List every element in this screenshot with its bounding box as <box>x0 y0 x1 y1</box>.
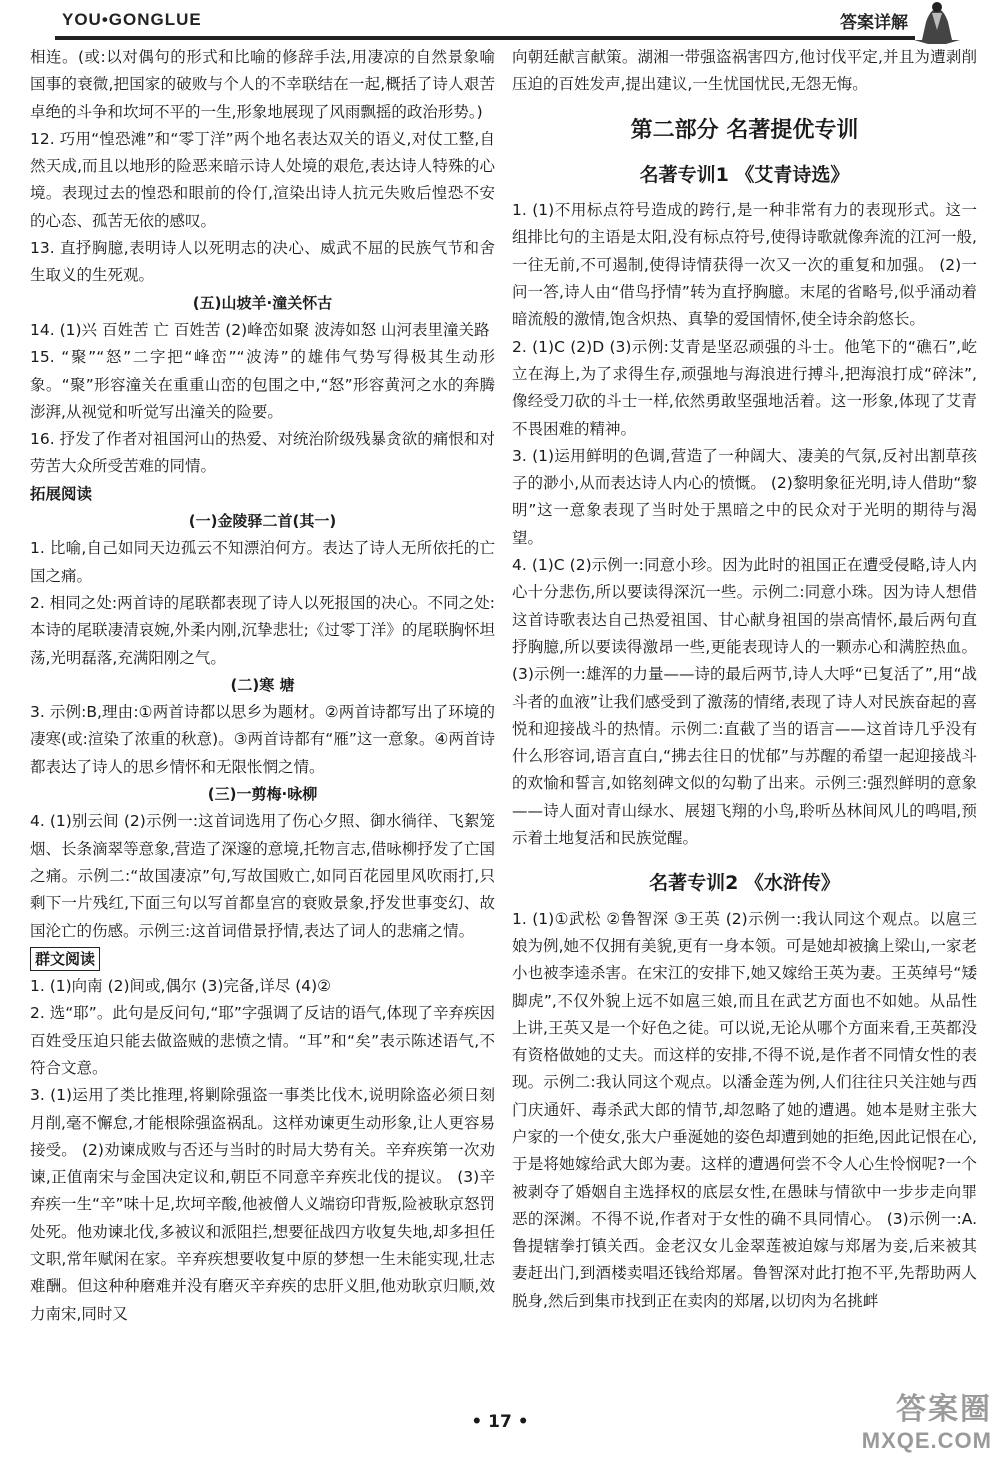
header-rule <box>55 36 915 40</box>
subsection-heading: (二)寒 塘 <box>230 675 295 694</box>
subsection-heading: (一)金陵驿二首(其一) <box>188 512 337 531</box>
answer-paragraph: 3. 示例:B,理由:①两首诗都以思乡为题材。②两首诗都写出了环境的凄寒(或:渲染了浓重的秋意)。③两首诗都有“雁”这一意象。④两首诗都表达了诗人的思乡情怀和无限怅惘之情。 <box>30 703 495 776</box>
watermark <box>862 1384 992 1454</box>
answer-paragraph: 15. “聚”“怒”二字把“峰峦”“波涛”的雄伟气势写得极其生动形象。“聚”形容潼关在重重山峦的包围之中,“怒”形容黄河之水的奔腾澎湃,从视觉和听觉写出潼关的险要。 <box>30 348 495 421</box>
answer-paragraph: 16. 抒发了作者对祖国河山的热爱、对统治阶级残暴贪欲的痛恨和对劳苦大众所受苦难的同情。 <box>30 430 495 476</box>
answer-paragraph: 13. 直抒胸臆,表明诗人以死明志的决心、威武不屈的民族气节和舍生取义的生死观。 <box>30 239 495 285</box>
part-heading: 第二部分 名著提优专训 <box>630 117 859 143</box>
answer-paragraph: 3. (1)运用鲜明的色调,营造了一种阔大、凄美的气氛,反衬出割草孩子的渺小,从而表达诗人内心的愤慨。 (2)黎明象征光明,诗人借助“黎明”这一意象表现了当时处于黑暗之中的民众对于光明的期待与渴望。 <box>512 446 977 547</box>
answer-paragraph: 2. (1)C (2)D (3)示例:艾青是坚忍顽强的斗士。他笔下的“礁石”,屹立在海上,为了求得生存,顽强地与海浪进行搏斗,把海浪打成“碎沫”,像经受刀砍的斗士一样,依然勇敢坚强地活着。这一形象,体现了艾青不畏困难的精神。 <box>512 337 977 438</box>
boxed-heading-row <box>30 945 495 973</box>
spacer <box>512 99 977 117</box>
answer-paragraph: 3. (1)运用了类比推理,将剿除强盗一事类比伐木,说明除盗必须日刻月削,毫不懈怠,才能根除强盗祸乱。这样劝谏更生动形象,让人更容易接受。 (2)劝谏成败与否还与当时的时局大势有关。辛弃疾第一次劝谏,正值南宋与金国决定议和,朝臣不同意辛弃疾北伐的提议。 (3)辛弃疾一生“辛”味十足,坎坷辛酸,他被僧人义端窃印背叛,险被耿京怒罚处死。他劝谏北伐,多被议和派阻拦,想要征战四方收复失地,却多担任文职,常年赋闲在家。辛弃疾想要收复中原的梦想一生未能实现,壮志难酬。但这种种磨难并没有磨灭辛弃疾的忠肝义胆,他劝耿京归顺,效力南宋,同时又 <box>30 1086 495 1323</box>
section-label: 答案详解 <box>840 13 908 33</box>
page-header <box>0 0 1000 44</box>
answer-paragraph: 4. (1)C (2)示例一:同意小珍。因为此时的祖国正在遭受侵略,诗人内心十分悲伤,所以要读得深沉一些。示例二:同意小珠。因为诗人想借这首诗歌表达自己热爱祖国、甘心献身祖国的崇高情怀,最后两句直抒胸臆,所以要读得激昂一些,更能表现诗人的一颗赤心和满腔热血。 (3)示例一:雄浑的力量——诗的最后两节,诗人大呼“已复活了”,用“战斗者的血液”让我们感受到了激荡的情绪,表现了诗人对民族奋起的喜悦和迎接战斗的热情。示例二:直截了当的语言——这首诗几乎没有什么形容词,语言直白,“拂去往日的忧郁”与苏醒的希望一起迎接战斗的欢愉和誓言,如铭刻碑文似的勾勒了出来。示例三:强烈鲜明的意象——诗人面对青山绿水、展翅飞翔的小鸟,聆听丛林间风儿的鸣唱,预示着土地复活和民族觉醒。 <box>512 556 977 848</box>
topic-heading: 名著专训2 《水浒传》 <box>649 872 840 895</box>
spacer <box>512 898 977 906</box>
answer-paragraph: 1. (1)不用标点符号造成的跨行,是一种非常有力的表现形式。这一组排比句的主语是太阳,没有标点符号,使得诗歌就像奔流的江河一般,一往无前,不可遏制,使得诗情获得一次又一次的重复和加强。 (2)一问一答,诗人由“借鸟抒情”转为直抒胸臆。末尾的省略号,似乎涌动着暗流般的激情,饱含炽热、真挚的爱国情怀,使全诗余韵悠长。 <box>512 201 977 329</box>
spacer <box>512 852 977 870</box>
section-heading: 拓展阅读 <box>30 484 93 503</box>
subsection-heading: (三)一剪梅·咏柳 <box>207 785 318 804</box>
answer-paragraph: 1. (1)①武松 ②鲁智深 ③王英 (2)示例一:我认同这个观点。以扈三娘为例,她不仅拥有美貌,更有一身本领。可是她却被擒上梁山,一家老小也被李逵杀害。在宋江的安排下,她又嫁给王英为妻。王英绰号“矮脚虎”,不仅外貌上远不如扈三娘,而且在武艺方面也不如她。从品性上讲,王英又是一个好色之徒。可以说,无论从哪个方面来看,王英都没有资格做她的丈夫。而这样的安排,不得不说,是作者不同情女性的表现。示例二:我认同这个观点。以潘金莲为例,人们往往只关注她与西门庆通奸、毒杀武大郎的情节,却忽略了她的遭遇。她本是财主张大户家的一个使女,张大户垂涎她的姿色却遭到她的拒绝,因此记恨在心,于是将她嫁给武大郎为妻。这样的遭遇何尝不令人心生怜悯呢?一个被剥夺了婚姻自主选择权的底层女性,在愚昧与情欲中一步步走向罪恶的深渊。不得不说,作者对于女性的确不具同情心。 (3)示例一:A.鲁提辖拳打镇关西。金老汉女儿金翠莲被迫嫁与郑屠为妾,后来被其妻赶出门,到酒楼卖唱还钱给郑屠。鲁智深对此打抱不平,先帮助两人脱身,然后到集市找到正在卖肉的郑屠,以切肉为名挑衅 <box>512 909 977 1310</box>
answer-paragraph: 1. (1)向南 (2)间或,偶尔 (3)完备,详尽 (4)② <box>30 977 332 996</box>
answer-paragraph: 相连。(或:以对偶句的形式和比喻的修辞手法,用凄凉的自然景象喻国事的衰微,把国家的破败与个人的不幸联结在一起,概括了诗人艰苦卓绝的斗争和坎坷不平的一生,形象地展现了风雨飘摇的政治形势。) <box>30 48 495 121</box>
answer-paragraph: 向朝廷献言献策。湖湘一带强盗祸害四方,他讨伐平定,并且为遭剥削压迫的百姓发声,提出建议,一生忧国忧民,无怨无悔。 <box>512 48 977 94</box>
answer-paragraph: 2. 相同之处:两首诗的尾联都表现了诗人以死报国的决心。不同之处:本诗的尾联凄清哀婉,外柔内刚,沉挚悲壮;《过零丁洋》的尾联胸怀坦荡,光明磊落,充满阳刚之气。 <box>30 593 495 667</box>
answer-paragraph: 1. 比喻,自己如同天边孤云不知漂泊何方。表达了诗人无所依托的亡国之痛。 <box>30 539 495 585</box>
answer-paragraph: 2. 选“耶”。此句是反问句,“耶”字强调了反诘的语气,体现了辛弃疾因百姓受压迫只能去做盗贼的悲愤之情。“耳”和“矣”表示陈述语气,不符合文意。 <box>30 1004 495 1077</box>
spacer <box>512 144 977 162</box>
right-column <box>512 44 977 1315</box>
page-number: • 17 • <box>471 1412 529 1432</box>
answer-paragraph: 4. (1)别云间 (2)示例一:这首词选用了伤心夕照、御水徜徉、飞絮笼烟、长条滴翠等意象,营造了深邃的意境,托物言志,借咏柳抒发了亡国之痛。示例二:“故国凄凉”句,写故国败亡,如同百花园里风吹雨打,只剩下一片残红,下面三句以写首都皇宫的衰败景象,抒发世事变幻、故国沦亡的伤感。示例三:这首词借景抒情,表达了词人的悲痛之情。 <box>30 812 495 940</box>
answer-paragraph: 14. (1)兴 百姓苦 亡 百姓苦 (2)峰峦如聚 波涛如怒 山河表里潼关路 <box>30 320 490 339</box>
answer-paragraph: 12. 巧用“惶恐滩”和“零丁洋”两个地名表达双关的语义,对仗工整,自然天成,而且以地形的险恶来暗示诗人处境的艰危,表达诗人特殊的心境。表现过去的惶恐和眼前的伶仃,渲染出诗人抗元失败后惶恐不安的心态、孤苦无依的感叹。 <box>30 129 495 230</box>
mascot-icon <box>912 0 962 44</box>
left-column <box>30 44 495 1328</box>
spacer <box>512 189 977 197</box>
boxed-heading: 群文阅读 <box>30 947 100 971</box>
watermark-url: MXQE.COM <box>861 1428 992 1453</box>
subsection-heading: (五)山坡羊·潼关怀古 <box>192 293 333 312</box>
brand-logo: YOU•GONGLUE <box>62 10 202 29</box>
watermark-cn: 答案圈 <box>896 1393 992 1426</box>
topic-heading: 名著专训1 《艾青诗选》 <box>639 163 850 186</box>
